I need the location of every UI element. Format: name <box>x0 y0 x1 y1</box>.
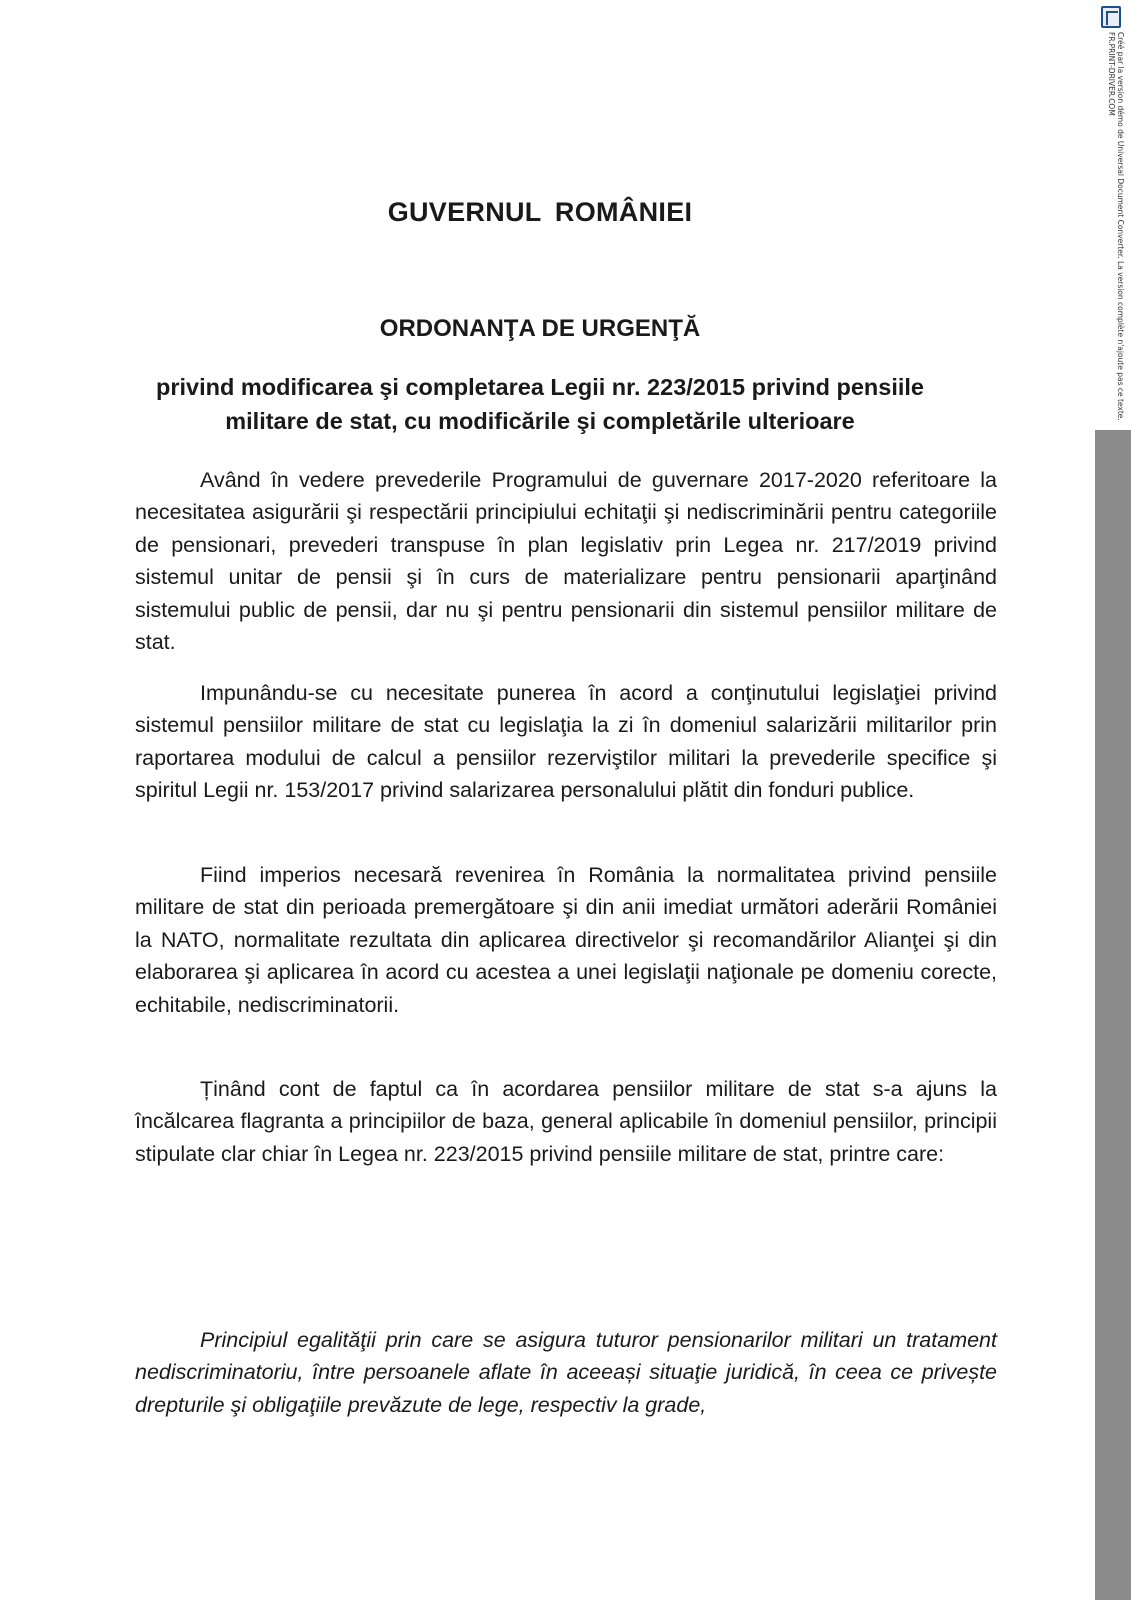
government-header: GUVERNUL ROMÂNIEI <box>387 197 693 227</box>
paragraph-3: Fiind imperios necesară revenirea în România la normalitatea privind pensiile militare de stat din perioada premergătoare şi din anii imediat următori aderării României la NATO, normalitate rezultata din aplicarea directivelor şi recomandărilor Alianţei şi din elaborarea şi aplicarea în acord cu acestea a unei legislaţii naţionale pe domeniu corecte, echitabile, nediscriminatorii. <box>135 863 997 1017</box>
paragraph-5-italic: Principiul egalităţii prin care se asigura tuturor pensionarilor militari un tratament nediscriminatoriu, între persoanele aflate în aceeași situaţie juridică, în ceea ce privește drepturile şi obligaţiile prevăzute de lege, respectiv la grade, <box>135 1328 997 1417</box>
watermark-sidebar <box>1095 0 1131 1600</box>
paragraph-2: Impunându-se cu necesitate punerea în acord a conţinutului legislaţiei privind sistemul pensiilor militare de stat cu legislaţia la zi în domeniul salarizării militarilor prin raportarea modului de calcul a pensiilor rezerviştilor militari la prevederile specifice şi spiritul Legii nr. 153/2017 privind salarizarea personalului plătit din fonduri publice. <box>135 681 997 803</box>
document-converter-logo-icon <box>1101 6 1121 28</box>
watermark-strip <box>1095 0 1131 430</box>
paragraph-4: Ținând cont de faptul ca în acordarea pensiilor militare de stat s-a ajuns la încălcarea flagranta a principiilor de baza, general aplicabile în domeniul pensiilor, principii stipulate clar chiar în Legea nr. 223/2015 privind pensiile militare de stat, printre care: <box>135 1077 997 1166</box>
document-subtitle: privind modificarea şi completarea Legii nr. 223/2015 privind pensiile militare de stat, cu modificările şi completările ulterioare <box>156 374 924 434</box>
watermark-text <box>1107 32 1125 432</box>
watermark-text-line-1: Créé par la version démo de Universal Document Converter. La version complète n'ajoute pas ce texte. <box>1116 32 1125 421</box>
paragraph-1: Având în vedere prevederile Programului de guvernare 2017-2020 referitoare la necesitatea asigurării şi respectării principiului echitaţii şi nediscriminării pentru categoriile de pensionari, prevederi transpuse în plan legislativ prin Legea nr. 217/2019 privind sistemul unitar de pensii şi în curs de materializare pentru pensionarii aparţinând sistemului public de pensii, dar nu şi pentru pensionarii din sistemul pensiilor militare de stat. <box>135 468 997 655</box>
watermark-text-line-2: FR.PRINT-DRIVER.COM <box>1107 32 1116 116</box>
document-title: ORDONANŢA DE URGENŢĂ <box>379 315 701 342</box>
